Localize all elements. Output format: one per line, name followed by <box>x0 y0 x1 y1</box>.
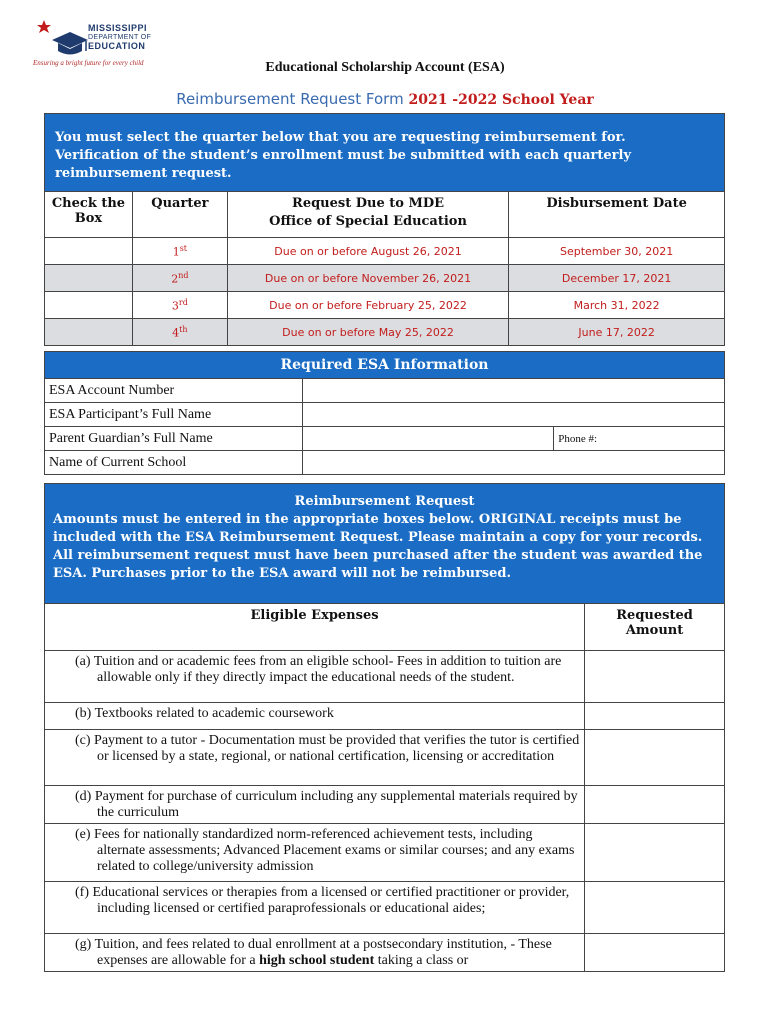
guardian-name-field[interactable] <box>302 427 554 451</box>
purchase-date-notice: All reimbursement request must have been purchased after the student was awarded the ESA. Purchases prior to the ESA award will not be reimbursed. <box>53 548 703 581</box>
expense-row <box>45 730 725 786</box>
disbursement-header: Disbursement Date <box>509 192 725 238</box>
quarter-label <box>132 238 227 265</box>
esa-row <box>45 427 725 451</box>
expense-text: (d) Payment for purchase of curriculum including any supplemental materials required by the curriculum <box>75 789 578 820</box>
participant-name-field[interactable] <box>302 403 724 427</box>
expense-g-text-end: taking a class or <box>374 953 469 968</box>
esa-row <box>45 451 725 475</box>
phone-field[interactable] <box>554 427 725 451</box>
expenses-table <box>44 603 725 972</box>
school-year: 2021 -2022 School Year <box>408 92 594 108</box>
quarter-notice: You must select the quarter below that you are requesting reimbursement for. Verification of the student’s enrollment must be submitted with each quarterly reimbursement request. <box>44 113 725 191</box>
school-field[interactable] <box>302 451 724 475</box>
quarter-disbursement: December 17, 2021 <box>509 265 725 292</box>
reimbursement-notice <box>44 483 725 604</box>
quarter-label <box>132 319 227 346</box>
amount-field[interactable] <box>585 651 725 703</box>
form-subtitle <box>0 90 770 108</box>
quarter-suffix: rd <box>178 297 188 307</box>
expense-item <box>45 703 585 730</box>
school-label: Name of Current School <box>45 451 303 475</box>
expense-item <box>45 824 585 882</box>
due-header-line-2: Office of Special Education <box>269 214 467 229</box>
amount-field[interactable] <box>585 824 725 882</box>
quarter-label <box>132 292 227 319</box>
quarter-due: Due on or before August 26, 2021 <box>227 238 508 265</box>
requested-amount-header: Requested Amount <box>585 604 725 651</box>
expense-text <box>75 937 580 969</box>
amount-field[interactable] <box>585 786 725 824</box>
quarter-due: Due on or before May 25, 2022 <box>227 319 508 346</box>
logo-line-2: DEPARTMENT OF <box>88 34 152 41</box>
quarter-disbursement: June 17, 2022 <box>509 319 725 346</box>
quarter-number: 4 <box>172 326 180 340</box>
quarter-disbursement: March 31, 2022 <box>509 292 725 319</box>
expense-item <box>45 786 585 824</box>
account-number-field[interactable] <box>302 379 724 403</box>
quarter-number: 1 <box>172 245 180 259</box>
expense-item <box>45 730 585 786</box>
expense-g-bold: high school student <box>259 953 375 968</box>
expense-item <box>45 934 585 972</box>
account-number-label: ESA Account Number <box>45 379 303 403</box>
form-title: Educational Scholarship Account (ESA) <box>265 60 505 75</box>
expense-row <box>45 824 725 882</box>
subtitle-text: Reimbursement Request Form <box>176 90 404 108</box>
expense-row <box>45 934 725 972</box>
expense-text: (e) Fees for nationally standardized norm-referenced achievement tests, including alternate assessments; Advanced Placement exams or similar courses; and any exams related to college/university admission <box>75 827 575 874</box>
logo-line-1: MISSISSIPPI <box>88 23 148 33</box>
quarter-label <box>132 265 227 292</box>
esa-row <box>45 403 725 427</box>
quarter-number: 3 <box>171 299 179 313</box>
quarter-due: Due on or before February 25, 2022 <box>227 292 508 319</box>
quarter-checkbox[interactable] <box>45 238 133 265</box>
expense-row <box>45 786 725 824</box>
amount-field[interactable] <box>585 730 725 786</box>
expense-item <box>45 651 585 703</box>
expense-text: (a) Tuition and or academic fees from an eligible school- Fees in addition to tuition are allowable only if they directly impact the educational needs of the student. <box>75 654 562 685</box>
logo-line-3: EDUCATION <box>88 41 146 51</box>
guardian-name-label: Parent Guardian’s Full Name <box>45 427 303 451</box>
quarter-row <box>45 265 725 292</box>
expenses-header-row <box>45 604 725 651</box>
amount-field[interactable] <box>585 882 725 934</box>
participant-name-label: ESA Participant’s Full Name <box>45 403 303 427</box>
quarter-due: Due on or before November 26, 2021 <box>227 265 508 292</box>
receipts-notice: Amounts must be entered in the appropriate boxes below. ORIGINAL receipts must be included with the ESA Reimbursement Request. Please maintain a copy for your records. <box>53 512 703 545</box>
esa-info-heading: Required ESA Information <box>44 351 725 378</box>
quarter-row <box>45 238 725 265</box>
quarter-header: Quarter <box>132 192 227 238</box>
esa-row <box>45 379 725 403</box>
expense-text: (b) Textbooks related to academic coursework <box>75 706 334 721</box>
amount-field[interactable] <box>585 934 725 972</box>
quarter-number: 2 <box>171 272 179 286</box>
quarter-table <box>44 191 725 346</box>
expense-text: (f) Educational services or therapies from a licensed or certified practitioner or provider, including licensed or certified paraprofessionals or educational aides; <box>75 885 570 916</box>
quarter-suffix: st <box>179 243 188 253</box>
amount-field[interactable] <box>585 703 725 730</box>
quarter-row <box>45 319 725 346</box>
quarter-header-row <box>45 192 725 238</box>
reimbursement-heading: Reimbursement Request <box>294 494 475 509</box>
quarter-suffix: nd <box>178 270 189 280</box>
quarter-checkbox[interactable] <box>45 265 133 292</box>
expense-item <box>45 882 585 934</box>
expense-row <box>45 651 725 703</box>
quarter-row <box>45 292 725 319</box>
quarter-suffix: th <box>179 324 188 334</box>
logo-tagline: Ensuring a bright future for every child <box>33 59 144 67</box>
quarter-disbursement: September 30, 2021 <box>509 238 725 265</box>
check-box-header: Check the Box <box>45 192 133 238</box>
expense-row <box>45 703 725 730</box>
eligible-expenses-header: Eligible Expenses <box>45 604 585 651</box>
phone-label: Phone #: <box>558 432 598 445</box>
esa-info-table <box>44 378 725 475</box>
expense-g-text: (g) Tuition, and fees related to dual enrollment at a postsecondary institution, - These expenses are allowable for a <box>75 937 552 968</box>
quarter-checkbox[interactable] <box>45 292 133 319</box>
due-header-line-1: Request Due to MDE <box>292 196 445 211</box>
quarter-checkbox[interactable] <box>45 319 133 346</box>
expense-text: (c) Payment to a tutor - Documentation must be provided that verifies the tutor is certified or licensed by a state, regional, or national certification, licensing or accreditation <box>75 733 580 764</box>
due-header <box>227 192 508 238</box>
expense-row <box>45 882 725 934</box>
